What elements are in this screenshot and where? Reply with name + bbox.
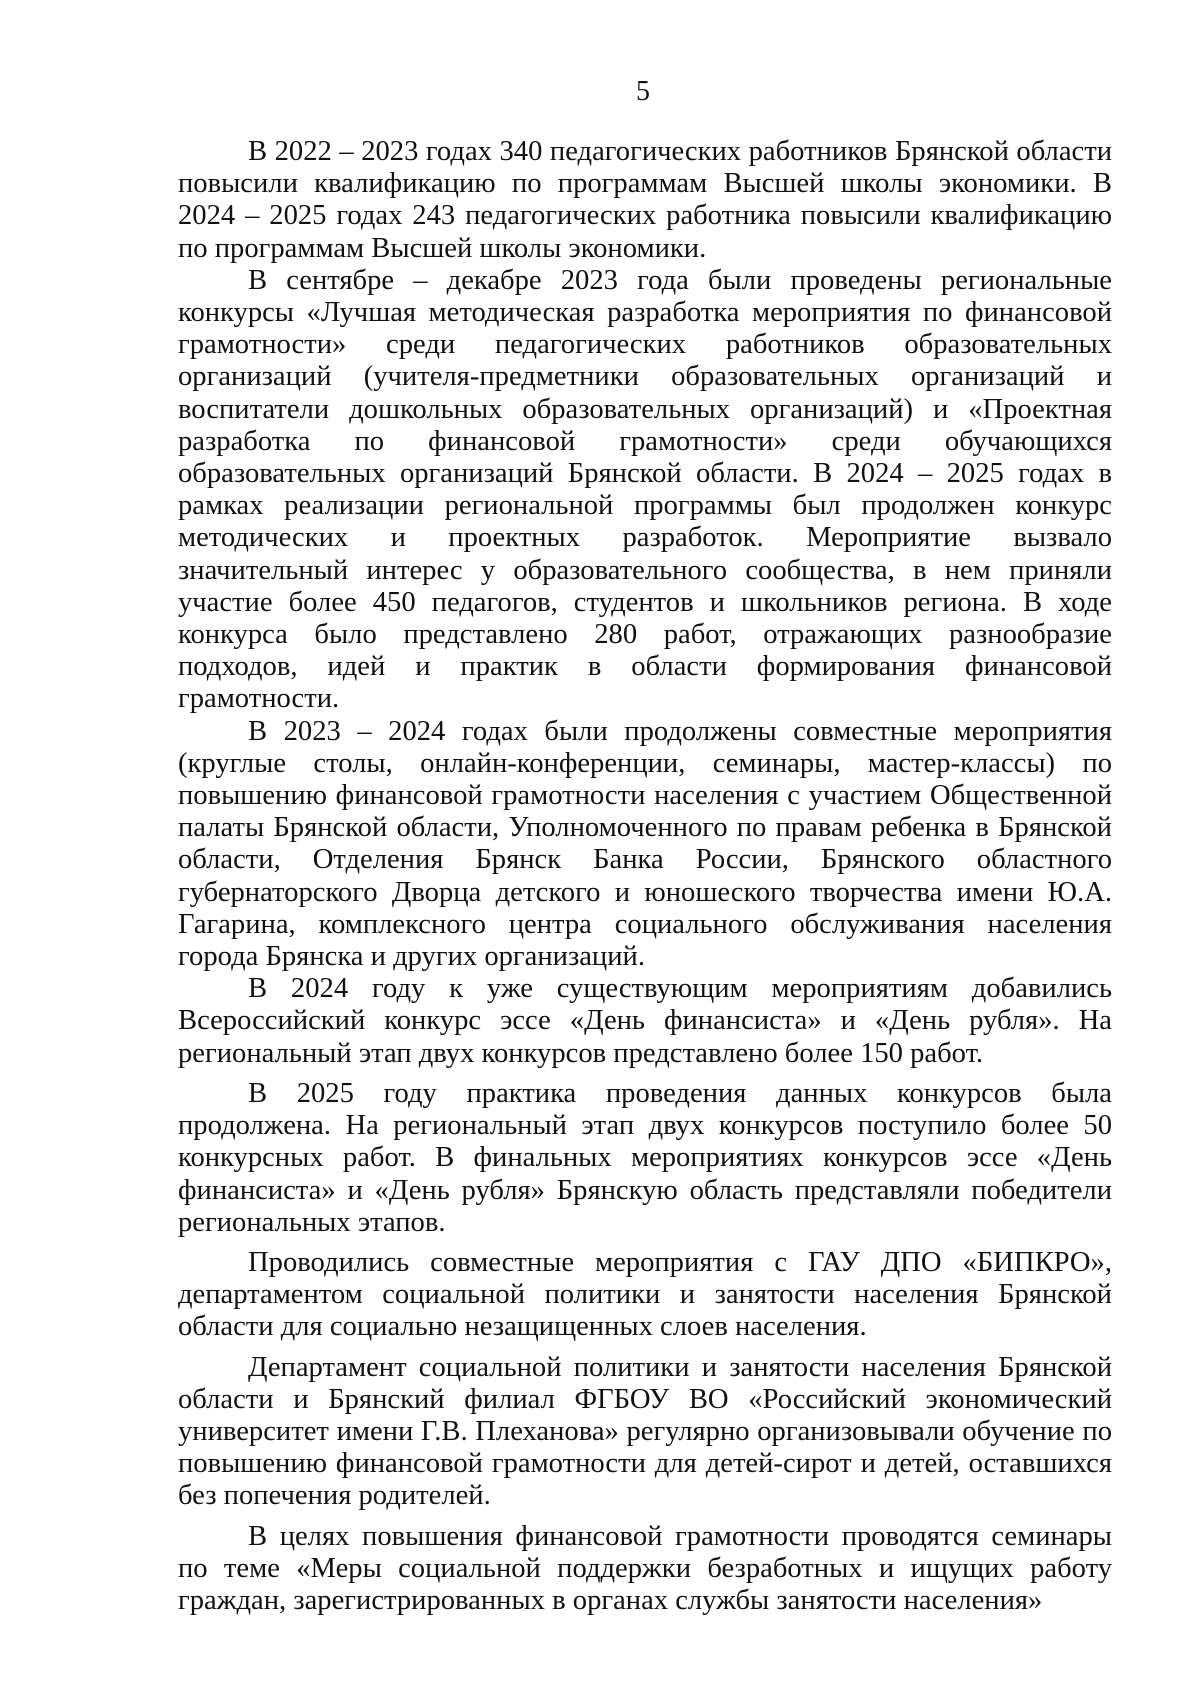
paragraph-bipkro-events: Проводились совместные мероприятия с ГАУ ДПО «БИПКРО», департаментом социальной политики и занятости населения Брянской области для социально незащищенных слоев населения. [178, 1246, 1112, 1343]
paragraph-joint-events: В 2023 – 2024 годах были продолжены совместные мероприятия (круглые столы, онлайн-конференции, семинары, мастер-классы) по повышению финансовой грамотности населения с участием Общественной палаты Брянской области, Уполномоченного по правам ребенка в Брянской области, Отделения Брянск Банка России, Брянского областного губернаторского Дворца детского и юношеского творчества имени Ю.А. Гагарина, комплексного центра социального обслуживания населения города Брянска и других организаций. [178, 715, 1112, 973]
document-body [178, 136, 1112, 1617]
paragraph-essay-contests-2025: В 2025 году практика проведения данных конкурсов была продолжена. На региональный этап двух конкурсов поступило более 50 конкурсных работ. В финальных мероприятиях конкурсов эссе «День финансиста» и «День рубля» Брянскую область представляли победители региональных этапов. [178, 1077, 1112, 1238]
paragraph-essay-contests-2024: В 2024 году к уже существующим мероприятиям добавились Всероссийский конкурс эссе «День финансиста» и «День рубля». На региональный этап двух конкурсов представлено более 150 работ. [178, 973, 1112, 1069]
paragraph-regional-contests: В сентябре – декабре 2023 года были проведены региональные конкурсы «Лучшая методическая разработка мероприятия по финансовой грамотности» среди педагогических работников образовательных организаций (учителя-предметники образовательных организаций и воспитатели дошкольных образовательных организаций) и «Проектная разработка по финансовой грамотности» среди обучающихся образовательных организаций Брянской области. В 2024 – 2025 годах в рамках реализации региональной программы был продолжен конкурс методических и проектных разработок. Мероприятие вызвало значительный интерес у образовательного сообщества, в нем приняли участие более 450 педагогов, студентов и школьников региона. В ходе конкурса было представлено 280 работ, отражающих разнообразие подходов, идей и практик в области формирования финансовой грамотности. [178, 264, 1112, 715]
page-number: 5 [636, 76, 650, 107]
paragraph-qualification: В 2022 – 2023 годах 340 педагогических работников Брянской области повысили квалификацию по программам Высшей школы экономики. В 2024 – 2025 годах 243 педагогических работника повысили квалификацию по программам Высшей школы экономики. [178, 136, 1112, 264]
paragraph-seminars: В целях повышения финансовой грамотности проводятся семинары по теме «Меры социальной поддержки безработных и ищущих работу граждан, зарегистрированных в органах службы занятости населения» [178, 1520, 1112, 1616]
paragraph-orphan-training: Департамент социальной политики и занятости населения Брянской области и Брянский филиал ФГБОУ ВО «Российский экономический университет имени Г.В. Плеханова» регулярно организовывали обучение по повышению финансовой грамотности для детей-сирот и детей, оставшихся без попечения родителей. [178, 1351, 1112, 1512]
